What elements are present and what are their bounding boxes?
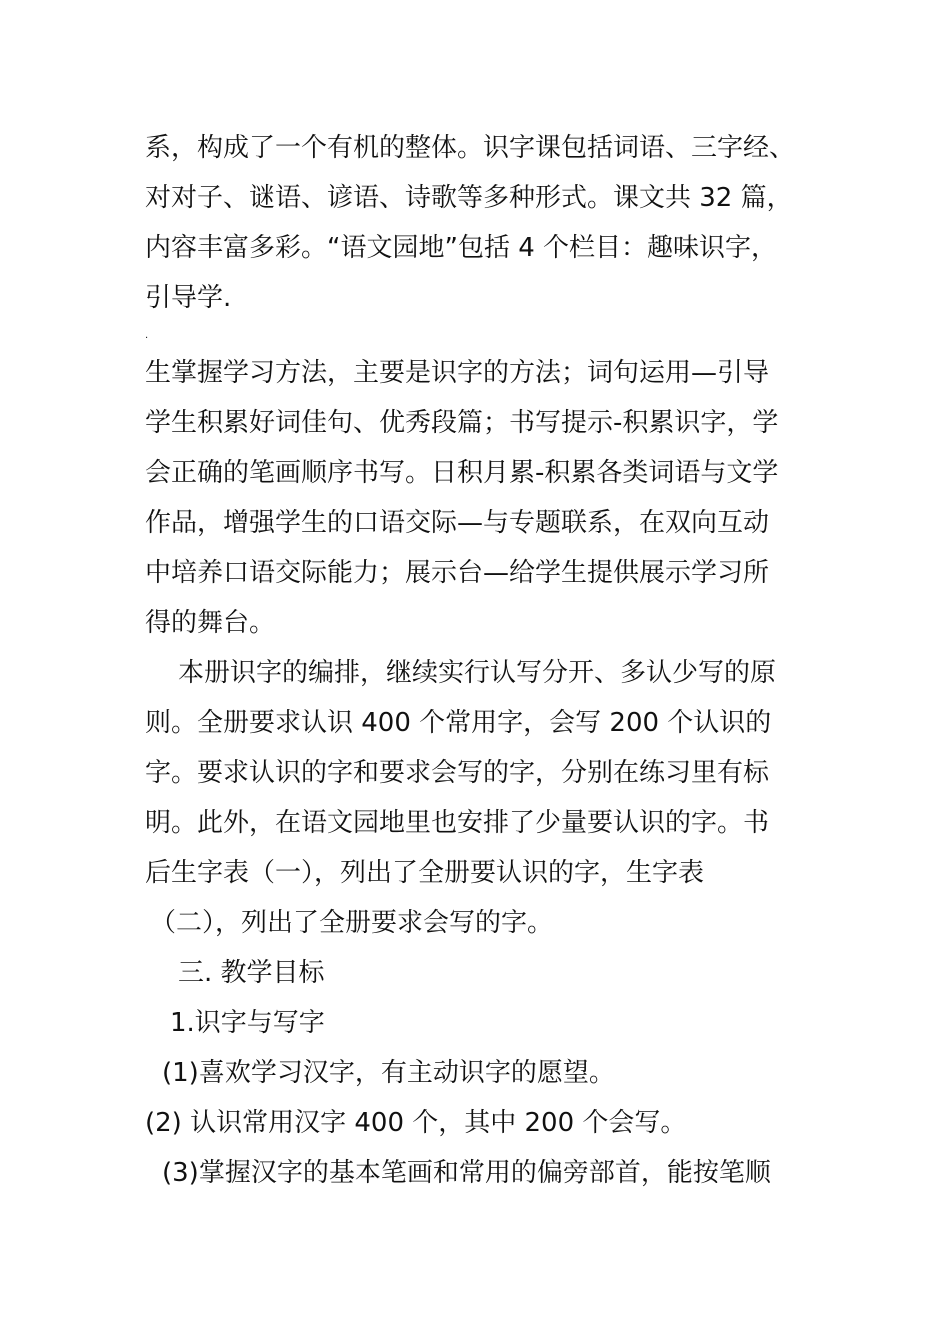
text-line-5: 生掌握学习方法，主要是识字的方法；词句运用—引导 (145, 358, 770, 388)
text-line-13: 字。要求认识的字和要求会写的字，分别在练习里有标 (145, 758, 770, 788)
text-line-7: 会正确的笔画顺序书写。日积月累-积累各类词语与文学 (145, 458, 779, 488)
text-line-1: 系，构成了一个有机的整体。识字课包括词语、三字经、 (145, 133, 796, 163)
subsection-heading: 1.识字与写字 (170, 1008, 325, 1038)
section-heading: 三. 教学目标 (178, 958, 325, 988)
text-line-3: 内容丰富多彩。“语文园地”包括 4 个栏目：趣味识字， (145, 233, 778, 263)
stray-mark: . (145, 330, 149, 341)
text-line-6: 学生积累好词佳句、优秀段篇；书写提示-积累识字，学 (145, 408, 779, 438)
text-line-10: 得的舞台。 (145, 608, 276, 638)
text-line-8: 作品，增强学生的口语交际—与专题联系，在双向互动 (145, 508, 770, 538)
list-item-3: (3)掌握汉字的基本笔画和常用的偏旁部首，能按笔顺 (162, 1158, 771, 1188)
text-line-2: 对对子、谜语、谚语、诗歌等多种形式。课文共 32 篇， (145, 183, 793, 213)
text-line-4: 引导学. (145, 283, 232, 313)
paragraph-start-line: 本册识字的编排，继续实行认写分开、多认少写的原 (178, 658, 777, 688)
list-item-2: (2) 认识常用汉字 400 个，其中 200 个会写。 (145, 1108, 687, 1138)
text-line-16: （二），列出了全册要求会写的字。 (150, 908, 554, 938)
text-line-12: 则。全册要求认识 400 个常用字，会写 200 个认识的 (145, 708, 772, 738)
text-line-14: 明。此外，在语文园地里也安排了少量要认识的字。书 (145, 808, 770, 838)
text-line-9: 中培养口语交际能力；展示台—给学生提供展示学习所 (145, 558, 770, 588)
list-item-1: (1)喜欢学习汉字，有主动识字的愿望。 (162, 1058, 615, 1088)
text-line-15: 后生字表（一），列出了全册要认识的字，生字表 (145, 858, 705, 888)
